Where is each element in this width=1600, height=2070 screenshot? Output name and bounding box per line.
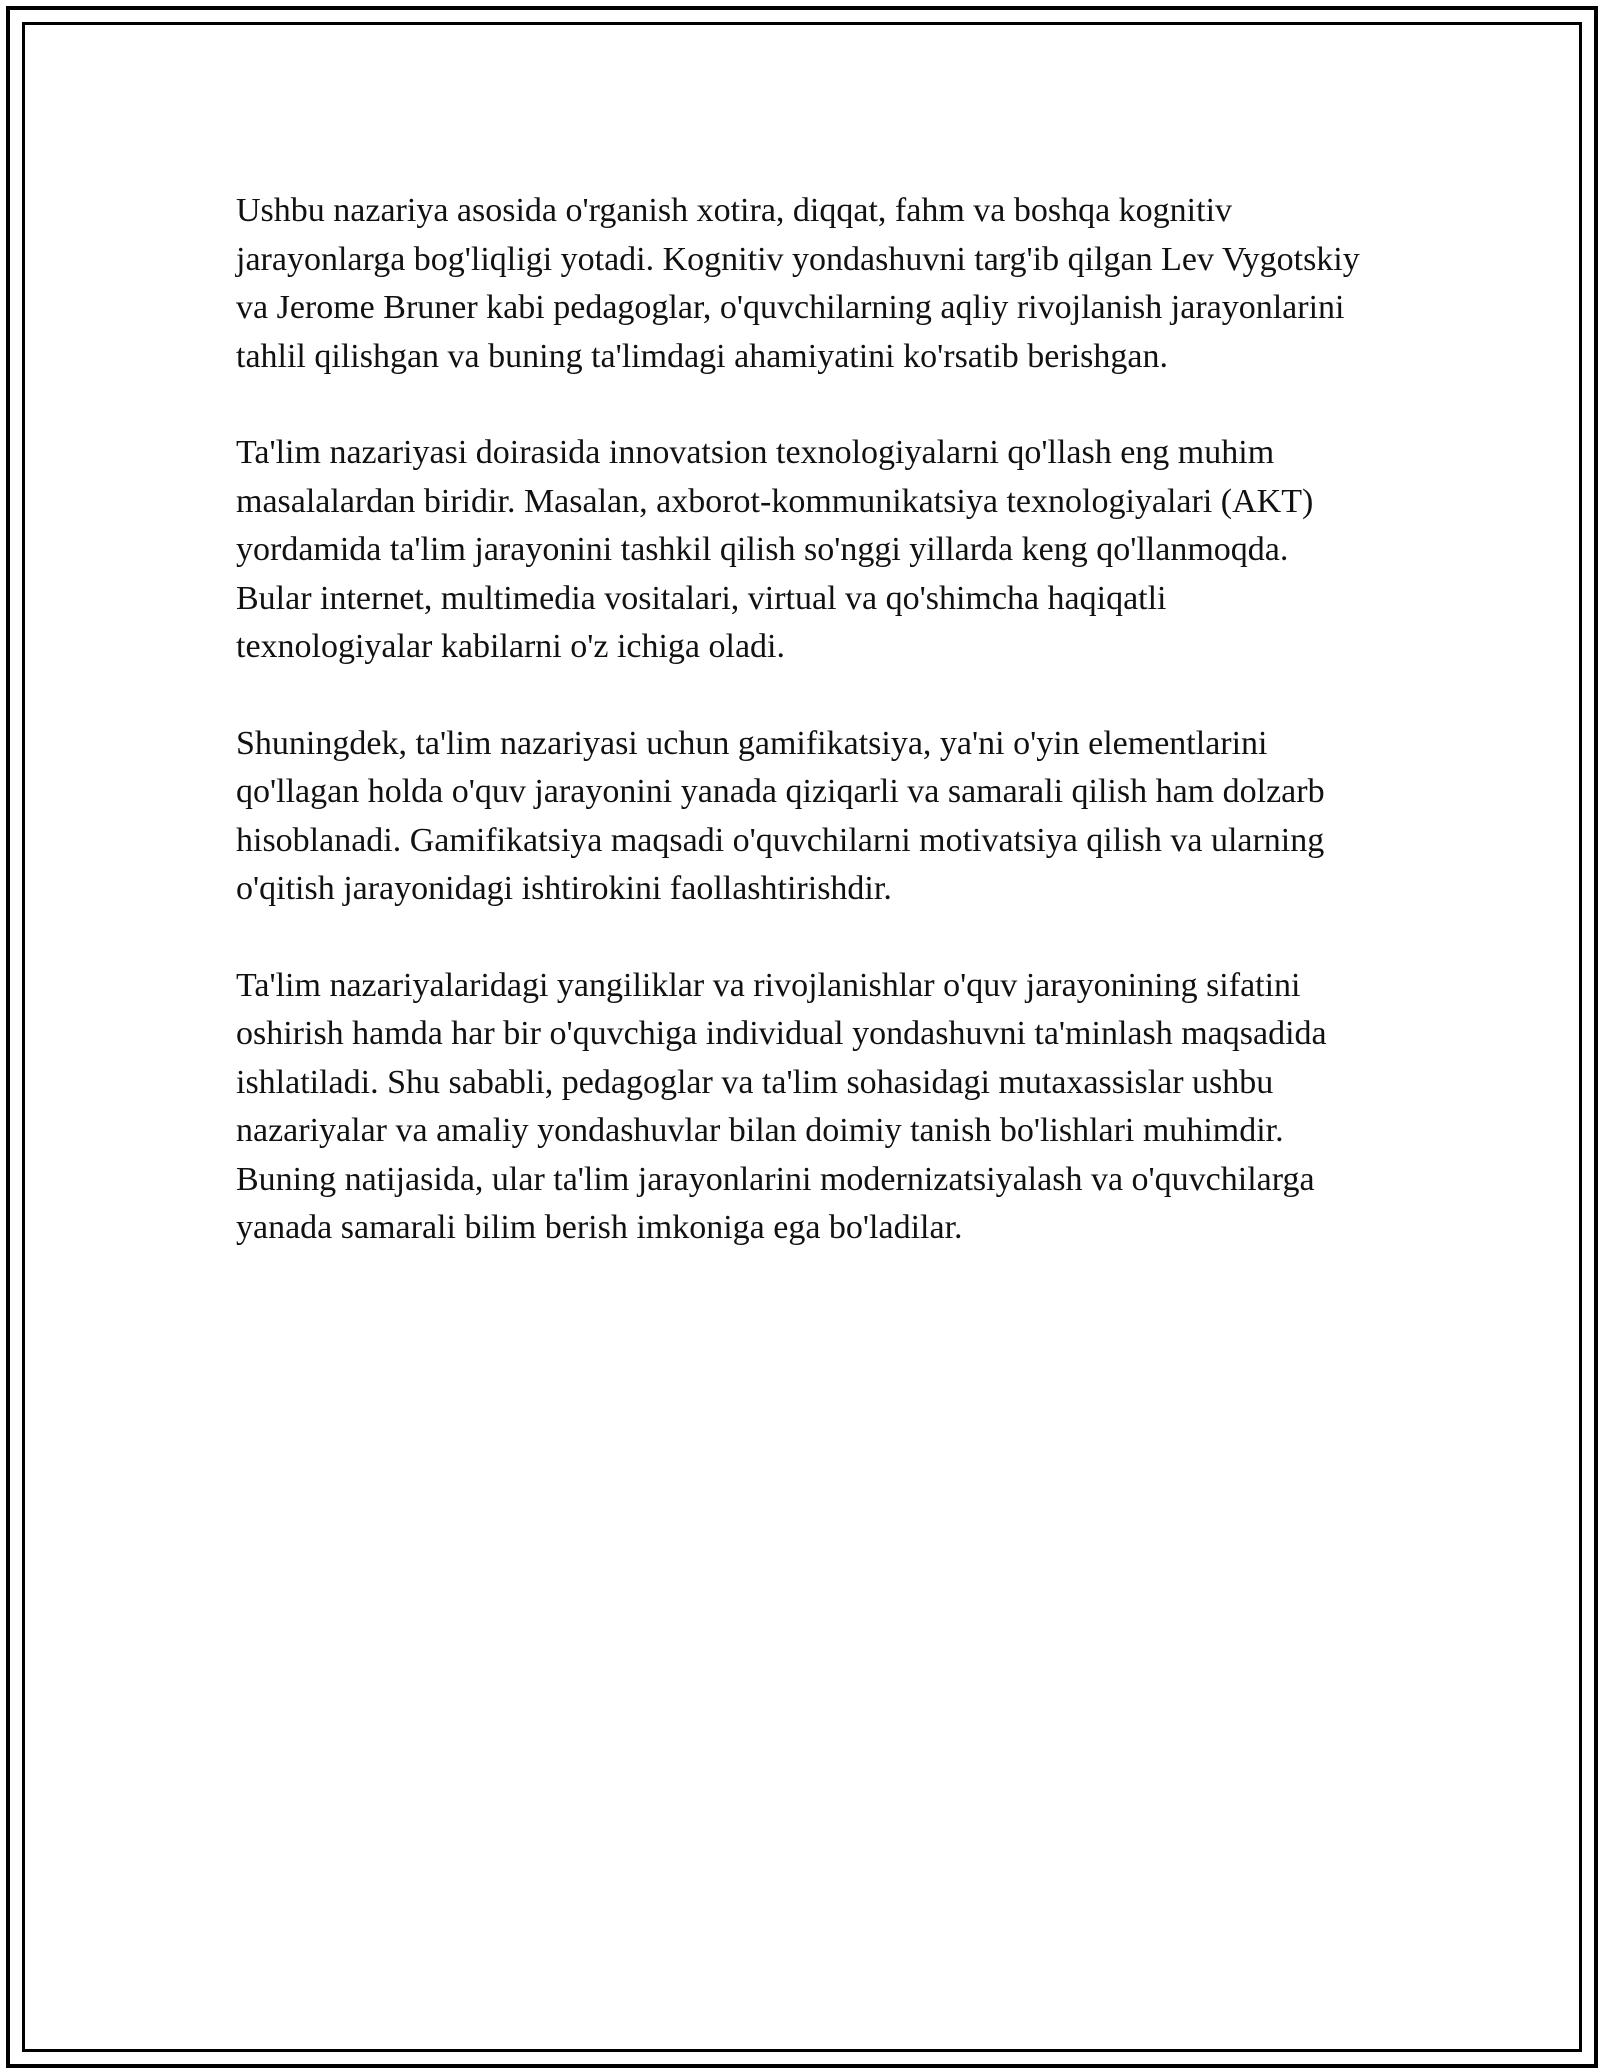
document-body <box>236 187 1366 1301</box>
paragraph-cognitive-theory: Ushbu nazariya asosida o'rganish xotira, diqqat, fahm va boshqa kognitiv jarayonlarga bog'liqligi yotadi. Kognitiv yondashuvni targ'ib qilgan Lev Vygotskiy va Jerome Bruner kabi pedagoglar, o'quvchilarning aqliy rivojlanish jarayonlarini tahlil qilishgan va buning ta'limdagi ahamiyatini ko'rsatib berishgan. <box>236 192 1360 375</box>
paragraph-innovations-conclusion: Ta'lim nazariyalaridagi yangiliklar va rivojlanishlar o'quv jarayonining sifatini oshirish hamda har bir o'quvchiga individual yondashuvni ta'minlash maqsadida ishlatiladi. Shu sababli, pedagoglar va ta'lim sohasidagi mutaxassislar ushbu nazariyalar va amaliy yondashuvlar bilan doimiy tanish bo'lishlari muhimdir. Buning natijasida, ular ta'lim jarayonlarini modernizatsiyalash va o'quvchilarga yanada samarali bilim berish imkoniga ega bo'ladilar. <box>236 966 1327 1246</box>
paragraph-gamification: Shuningdek, ta'lim nazariyasi uchun gamifikatsiya, ya'ni o'yin elementlarini qo'llagan holda o'quv jarayonini yanada qiziqarli va samarali qilish ham dolzarb hisoblanadi. Gamifikatsiya maqsadi o'quvchilarni motivatsiya qilish va ularning o'qitish jarayonidagi ishtirokini faollashtirishdir. <box>236 724 1325 907</box>
paragraph-innovative-technologies: Ta'lim nazariyasi doirasida innovatsion texnologiyalarni qo'llash eng muhim masalalardan biridir. Masalan, axborot-kommunikatsiya texnologiyalari (AKT) yordamida ta'lim jarayonini tashkil qilish so'nggi yillarda keng qo'llanmoqda. Bular internet, multimedia vositalari, virtual va qo'shimcha haqiqatli texnologiyalar kabilarni o'z ichiga oladi. <box>236 434 1314 665</box>
